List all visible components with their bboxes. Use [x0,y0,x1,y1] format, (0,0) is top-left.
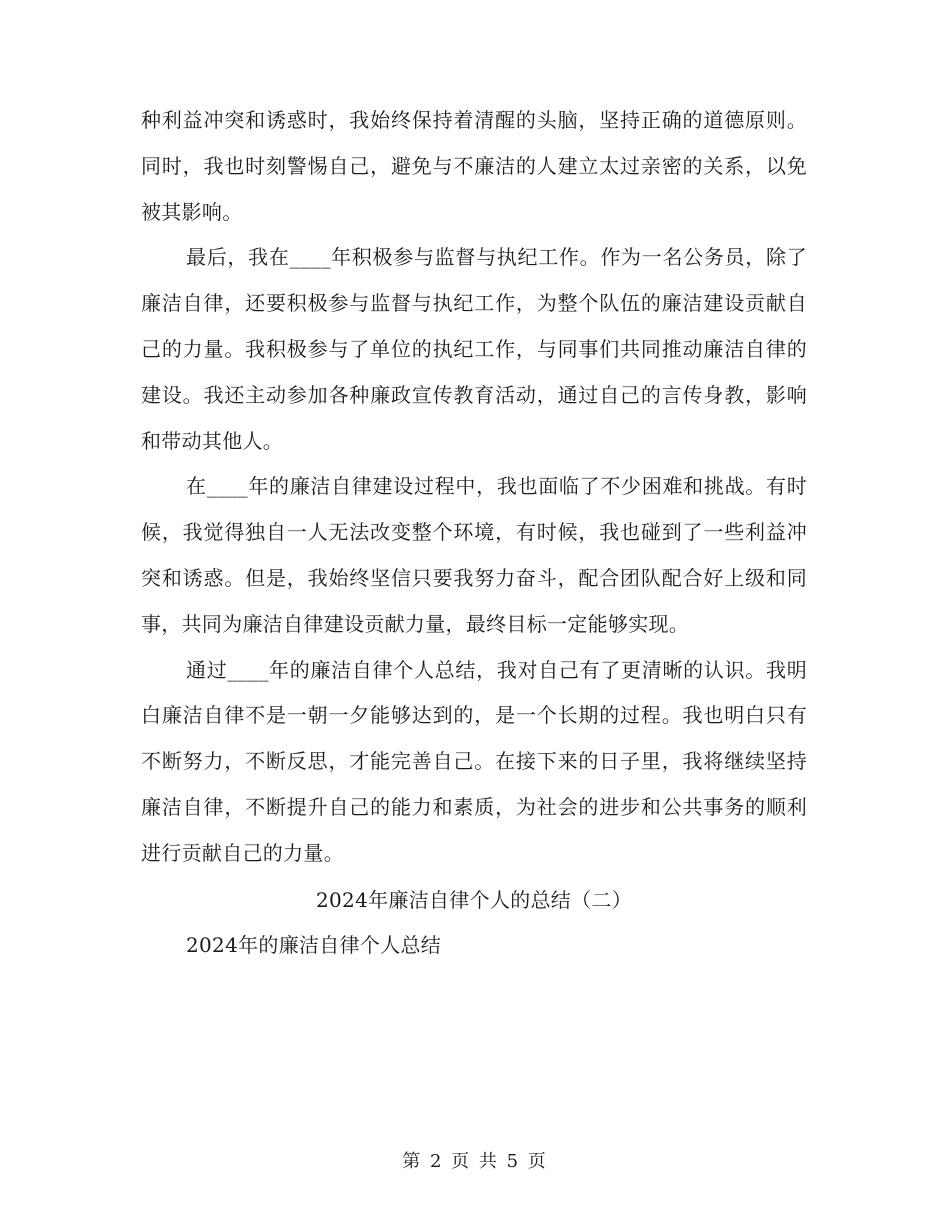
paragraph-3: 在____年的廉洁自律建设过程中，我也面临了不少困难和挑战。有时候，我觉得独自一人无法改变整个环境，有时候，我也碰到了一些利益冲突和诱惑。但是，我始终坚信只要我努力奋斗，配合团队配合好上级和同事，共同为廉洁自律建设贡献力量，最终目标一定能够实现。 [141,474,807,636]
section-subtitle: 2024年的廉洁自律个人总结 [186,932,442,957]
paragraph-2: 最后，我在____年积极参与监督与执纪工作。作为一名公务员，除了廉洁自律，还要积极参与监督与执纪工作，为整个队伍的廉洁建设贡献自己的力量。我积极参与了单位的执纪工作，与同事们共同推动廉洁自律的建设。我还主动参加各种廉政宣传教育活动，通过自己的言传身教，影响和带动其他人。 [141,245,807,453]
page-number-footer: 第 2 页 共 5 页 [402,1151,548,1172]
paragraph-4: 通过____年的廉洁自律个人总结，我对自己有了更清晰的认识。我明白廉洁自律不是一朝一夕能够达到的，是一个长期的过程。我也明白只有不断努力，不断反思，才能完善自己。在接下来的日子里，我将继续坚持廉洁自律，不断提升自己的能力和素质，为社会的进步和公共事务的顺利进行贡献自己的力量。 [141,657,807,865]
paragraph-1: 种利益冲突和诱惑时，我始终保持着清醒的头脑，坚持正确的道德原则。同时，我也时刻警惕自己，避免与不廉洁的人建立太过亲密的关系，以免被其影响。 [141,108,807,224]
document-body [141,98,807,968]
section-title: 2024年廉洁自律个人的总结（二） [316,887,632,912]
